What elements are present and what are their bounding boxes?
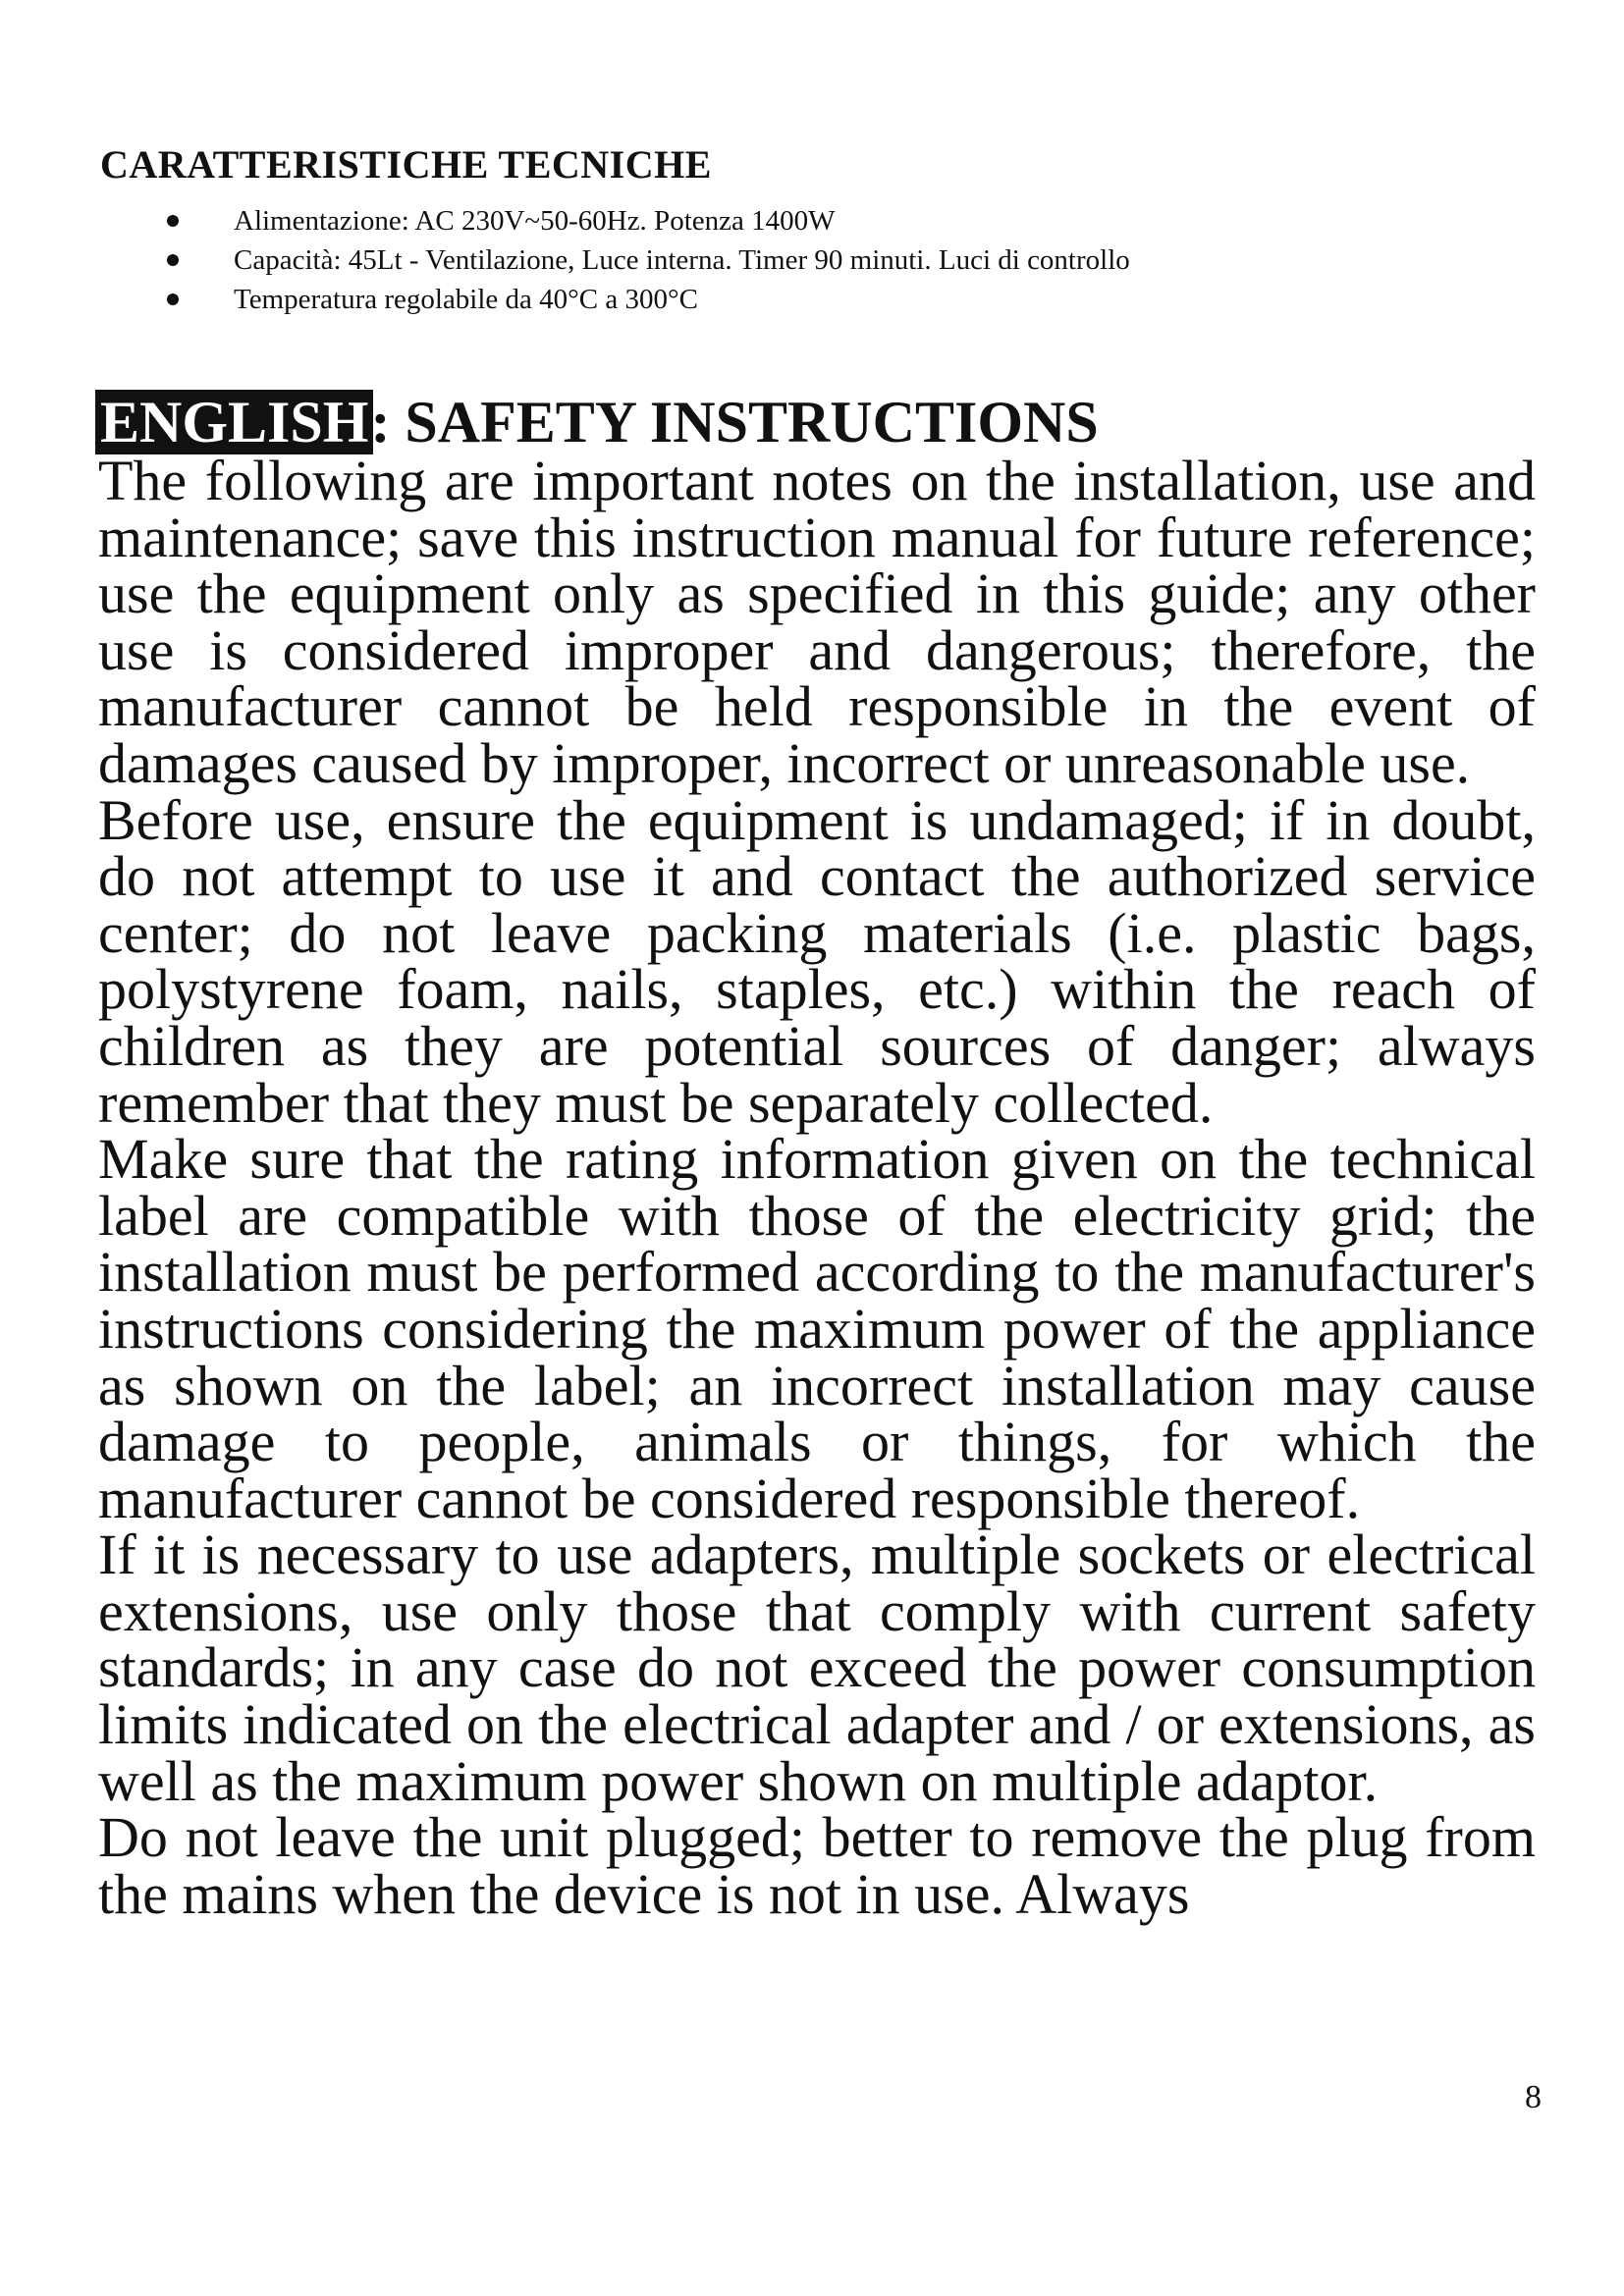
- paragraph: Make sure that the rating information given on the technical label are compatible with those of the electricity grid; the installation must be performed according to the manufacturer's instructions considering the maximum power of the appliance as shown on the label; an incorrect installation may cause damage to people, animals or things, for which the manufacturer cannot be considered responsible thereof.: [98, 1127, 1536, 1530]
- page-number: 8: [1525, 2079, 1542, 2115]
- paragraph: Before use, ensure the equipment is undamaged; if in doubt, do not attempt to use it and contact the authorized service center; do not leave packing materials (i.e. plastic bags, polystyrene foam, nails, staples, etc.) within the reach of children as they are potential sources of danger; always remember that they must be separately collected.: [98, 787, 1536, 1135]
- technical-specs-list: [167, 201, 1130, 319]
- paragraph: Do not leave the unit plugged; better to remove the plug from the mains when the device is not in use. Always: [98, 1805, 1536, 1926]
- language-label: ENGLISH: [100, 390, 369, 454]
- paragraph: The following are important notes on the installation, use and maintenance; save this instruction manual for future reference; use the equipment only as specified in this guide; any other use is considered improper and dangerous; therefore, the manufacturer cannot be held responsible in the event of damages caused by improper, incorrect or unreasonable use.: [98, 449, 1536, 795]
- safety-instructions-heading: [98, 390, 1099, 454]
- list-item: Alimentazione: AC 230V~50-60Hz. Potenza 1400W: [167, 201, 1130, 240]
- list-item: Temperatura regolabile da 40°C a 300°C: [167, 280, 1130, 319]
- safety-instructions-body: [98, 449, 1536, 1926]
- technical-specs-heading: CARATTERISTICHE TECNICHE: [100, 142, 712, 187]
- list-item: Capacità: 45Lt - Ventilazione, Luce interna. Timer 90 minuti. Luci di controllo: [167, 240, 1130, 280]
- safety-heading-text: : SAFETY INSTRUCTIONS: [370, 390, 1099, 454]
- paragraph: If it is necessary to use adapters, multiple sockets or electrical extensions, use only those that comply with current safety standards; in any case do not exceed the power consumption limits indicated on the electrical adapter and / or extensions, as well as the maximum power shown on multiple adaptor.: [98, 1522, 1536, 1813]
